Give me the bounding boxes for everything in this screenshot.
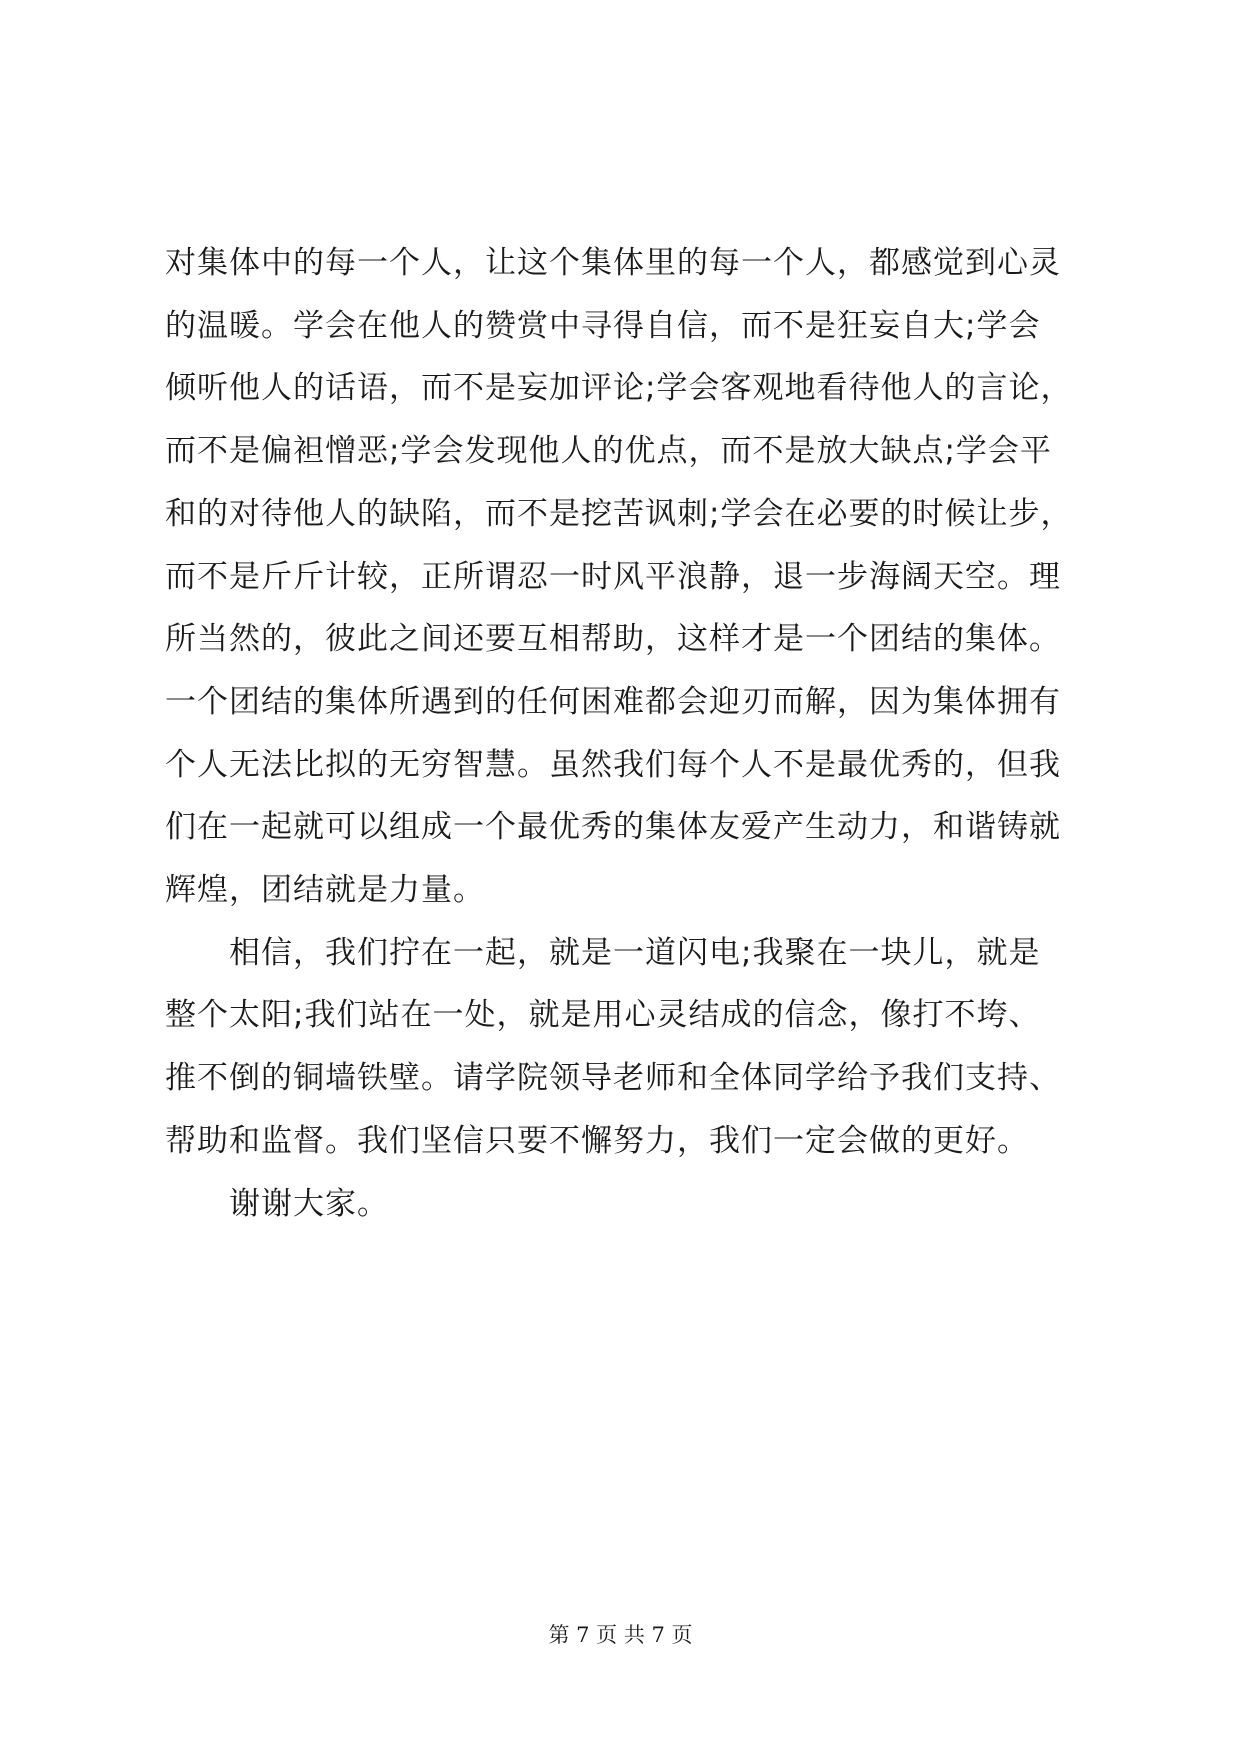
text-line: 的温暖。学会在他人的赞赏中寻得自信，而不是狂妄自大;学会 <box>165 307 1041 344</box>
text-line: 对集体中的每一个人，让这个集体里的每一个人，都感觉到心灵 <box>165 245 1061 281</box>
text-line: 而不是偏袒憎恶;学会发现他人的优点，而不是放大缺点;学会平 <box>165 433 1052 470</box>
document-body <box>165 232 1085 1235</box>
text-line: 推不倒的铜墙铁壁。请学院领导老师和全体同学给予我们支持、 <box>165 1060 1061 1097</box>
text-line: 们在一起就可以组成一个最优秀的集体友爱产生动力，和谐铸就 <box>165 809 1061 846</box>
text-line: 所当然的，彼此之间还要互相帮助，这样才是一个团结的集体。 <box>165 621 1061 658</box>
text-line: 帮助和监督。我们坚信只要不懈努力，我们一定会做的更好。 <box>165 1122 1029 1159</box>
text-line: 一个团结的集体所遇到的任何困难都会迎刃而解，因为集体拥有 <box>165 683 1061 720</box>
paragraph-start-line: 相信，我们拧在一起，就是一道闪电;我聚在一块儿，就是 <box>229 934 1041 971</box>
text-line: 和的对待他人的缺陷，而不是挖苦讽刺;学会在必要的时候让步， <box>165 495 1073 532</box>
closing-line: 谢谢大家。 <box>229 1185 389 1222</box>
text-line: 辉煌，团结就是力量。 <box>165 872 485 909</box>
page-number-footer: 第 7 页 共 7 页 <box>548 1623 693 1647</box>
text-line: 而不是斤斤计较，正所谓忍一时风平浪静，退一步海阔天空。理 <box>165 558 1061 595</box>
text-line: 个人无法比拟的无穷智慧。虽然我们每个人不是最优秀的，但我 <box>165 746 1061 783</box>
text-line: 整个太阳;我们站在一处，就是用心灵结成的信念，像打不垮、 <box>165 997 1041 1034</box>
text-line: 倾听他人的话语，而不是妄加评论;学会客观地看待他人的言论， <box>165 370 1073 407</box>
